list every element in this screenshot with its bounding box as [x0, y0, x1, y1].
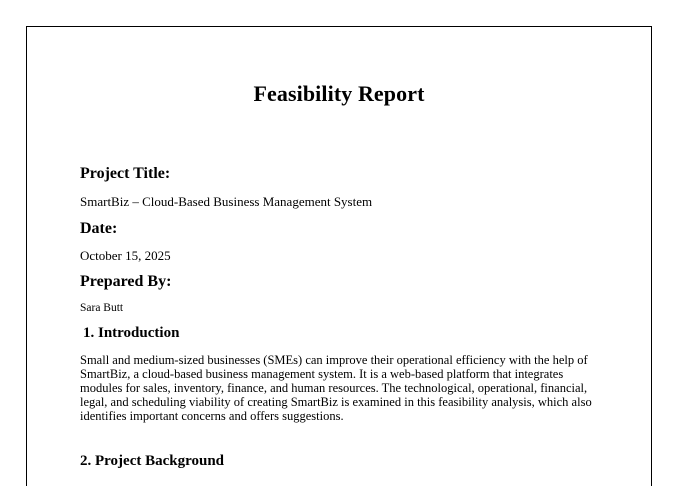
project-title-value: SmartBiz – Cloud-Based Business Management System — [80, 194, 373, 209]
date-label: Date: — [80, 220, 118, 237]
project-background-heading: 2. Project Background — [80, 453, 225, 469]
introduction-heading: 1. Introduction — [83, 325, 180, 341]
prepared-by-label: Prepared By: — [80, 273, 172, 290]
report-title: Feasibility Report — [253, 81, 425, 106]
document-page — [26, 26, 652, 486]
introduction-paragraph: Small and medium-sized businesses (SMEs) can improve their operational efficiency with the help of SmartBiz, a cloud-based business management system. It is a web-based platform that integrates modules for sales, inventory, finance, and human resources. The technological, operational, financial, legal, and scheduling viability of creating SmartBiz is examined in this feasibility analysis, which also identifies important concerns and offers suggestions. — [80, 353, 592, 423]
prepared-by-value: Sara Butt — [80, 302, 124, 314]
project-title-label: Project Title: — [80, 165, 171, 182]
date-value: October 15, 2025 — [80, 248, 171, 263]
